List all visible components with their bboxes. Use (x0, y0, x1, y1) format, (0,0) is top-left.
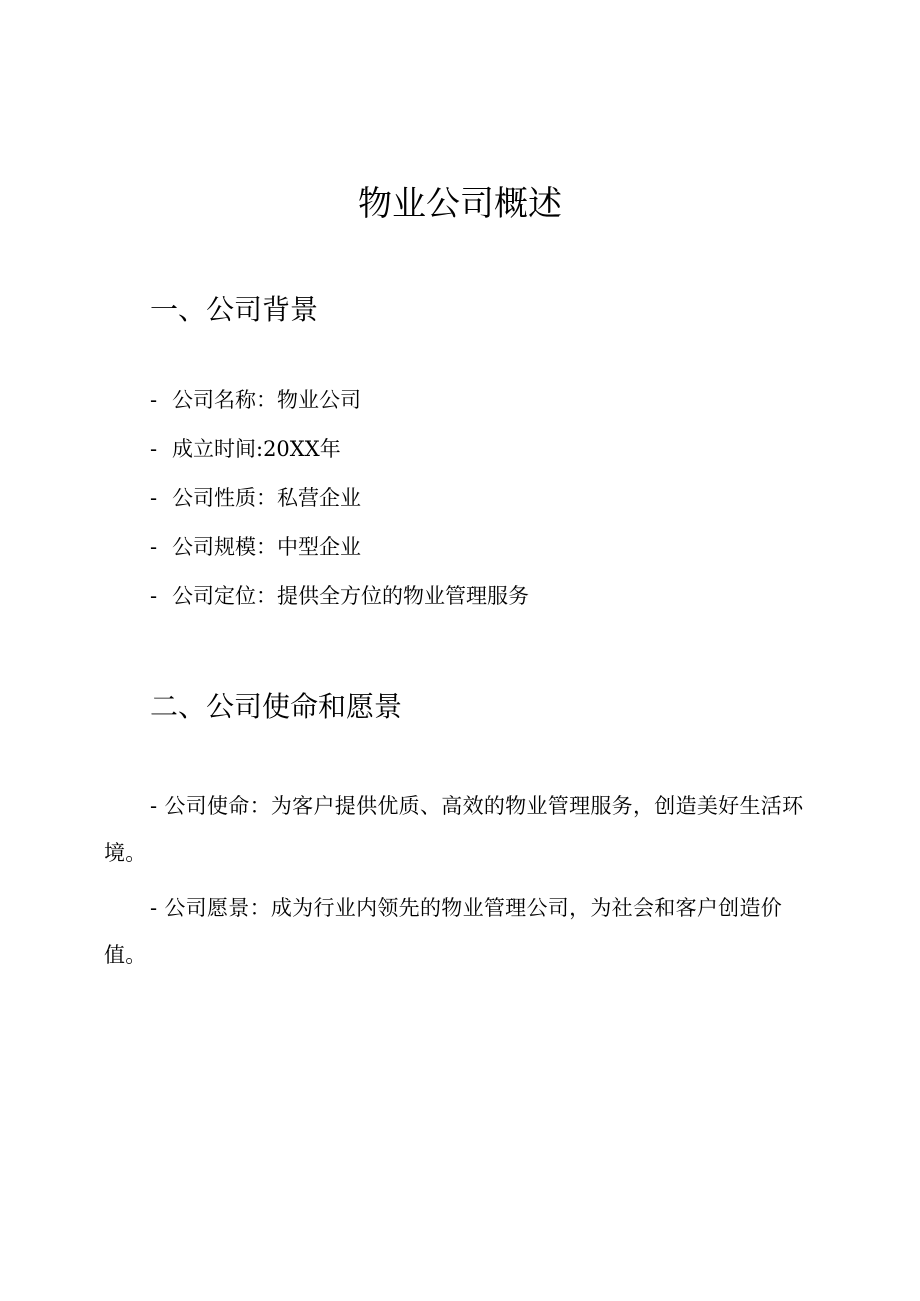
document-title: 物业公司概述 (358, 184, 562, 224)
list-item (150, 434, 529, 483)
dash-bullet: - (150, 437, 158, 461)
list-item (150, 581, 529, 630)
list-item (150, 385, 529, 434)
founded-time-text: 成立时间:20XX年 (172, 437, 341, 461)
company-positioning-text: 公司定位：提供全方位的物业管理服务 (172, 584, 529, 608)
dash-bullet: - (150, 535, 158, 559)
mission-paragraph: - 公司使命：为客户提供优质、高效的物业管理服务，创造美好生活环境。 (104, 794, 804, 865)
company-nature-text: 公司性质：私营企业 (172, 486, 361, 510)
vision-paragraph: - 公司愿景：成为行业内领先的物业管理公司，为社会和客户创造价值。 (104, 896, 783, 967)
dash-bullet: - (150, 388, 158, 412)
dash-bullet: - (150, 584, 158, 608)
section-heading-background: 一、公司背景 (150, 293, 319, 326)
list-item (150, 532, 529, 581)
company-scale-text: 公司规模：中型企业 (172, 535, 361, 559)
dash-bullet: - (150, 486, 158, 510)
list-item (150, 483, 529, 532)
section-heading-mission-vision: 二、公司使命和愿景 (150, 690, 403, 723)
company-info-list (150, 385, 529, 630)
company-name-text: 公司名称：物业公司 (172, 388, 361, 412)
mission-vision-body (104, 783, 804, 987)
